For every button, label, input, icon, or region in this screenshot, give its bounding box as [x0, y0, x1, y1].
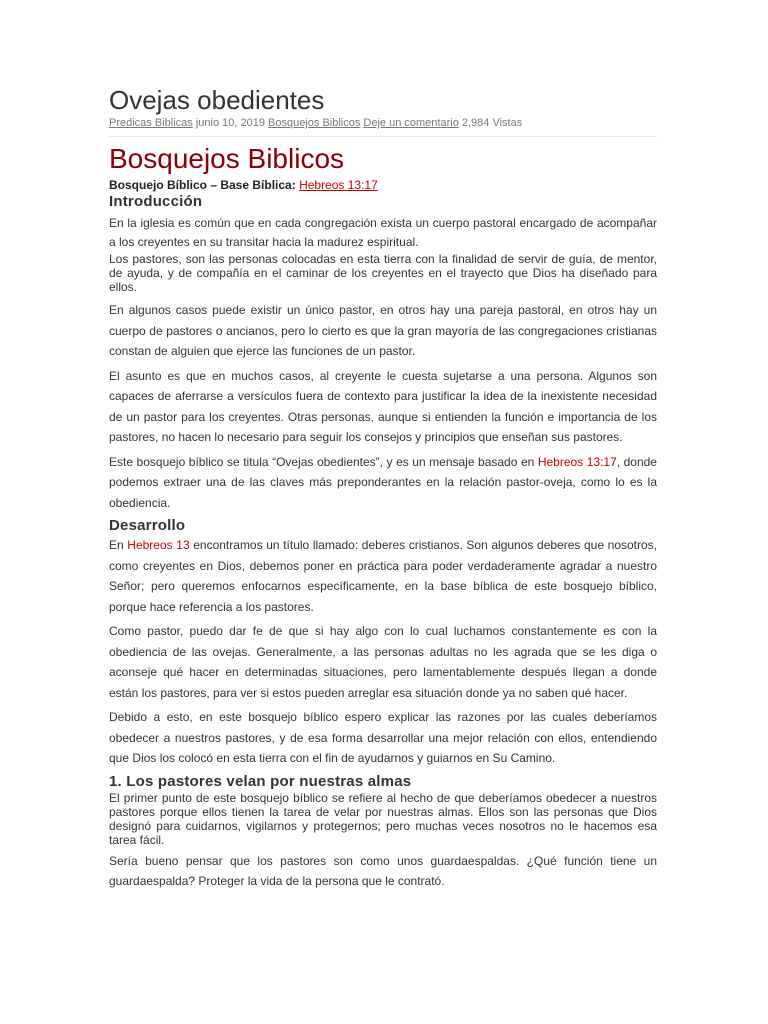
desarrollo-heading: Desarrollo: [109, 517, 186, 534]
base-reference-link[interactable]: Hebreos 13:17: [299, 178, 378, 192]
base-biblica: [109, 177, 657, 193]
post-title: Ovejas obedientes: [109, 85, 325, 115]
post-meta: [109, 116, 657, 137]
intro-paragraph-5: [109, 452, 657, 514]
desarrollo-p1-text-b: encontramos un título llamado: deberes cristianos. Son algunos deberes que nosotros, como creyentes en Dios, debemos poner en práctica para poder verdaderamente agradar a nuestro Señor; pero queremos enfocarnos específicamente, en la base bíblica de este bosquejo bíblico, porque hace referencia a los pastores.: [109, 538, 657, 614]
comment-link[interactable]: Deje un comentario: [363, 117, 459, 129]
intro-p5-text-a: Este bosquejo bíblico se titula “Ovejas obedientes”, y es un mensaje basado en: [109, 454, 538, 469]
hebreos-13-17-link[interactable]: Hebreos 13:17: [537, 454, 617, 469]
tag-link[interactable]: Bosquejos Biblicos: [268, 117, 361, 129]
desarrollo-paragraph-2: Como pastor, puedo dar fe de que si hay algo con lo cual luchamos constantemente es con la obediencia de las ovejas. Generalmente, a las personas adultas no les agrada que se les diga o aconseje qué hacer en determinadas situaciones, pero lamentablemente después llegan a donde están los pastores, para ver si estos pueden arreglar esa situación donde ya no saben qué hacer.: [109, 624, 657, 700]
base-label: Bosquejo Bíblico – Base Bíblica:: [109, 178, 296, 192]
intro-paragraph-2: Los pastores, son las personas colocadas en esta tierra con la finalidad de servir de guía, de mentor, de ayuda, y de compañía en el caminar de los creyentes en el trayecto que Dios ha diseñado para ellos.: [109, 252, 657, 294]
point1-paragraph-2: Sería bueno pensar que los pastores son como unos guardaespaldas. ¿Qué función tiene un guardaespalda? Proteger la vida de la persona que le contrató.: [109, 853, 657, 888]
point1-paragraph-1: El primer punto de este bosquejo bíblico se refiere al hecho de que deberíamos obedecer a nuestros pastores porque ellos tienen la tarea de velar por nuestras almas. Ellos son las personas que Dios designó para cuidarnos, vigilarnos y protegernos; pero muchas veces nosotros no le hacemos esa tarea fácil.: [109, 790, 657, 847]
desarrollo-paragraph-3: Debido a esto, en este bosquejo bíblico espero explicar las razones por las cuales deberíamos obedecer a nuestros pastores, y de esa forma desarrollar una mejor relación con ellos, entendiendo que Dios los colocó en esta tierra con el fin de ayudarnos y guiarnos en Su Camino.: [109, 710, 657, 765]
point1-heading: 1. Los pastores velan por nuestras almas: [109, 772, 412, 790]
desarrollo-paragraph-1: [109, 535, 657, 617]
intro-paragraph-1: En la iglesia es común que en cada congregación exista un cuerpo pastoral encargado de acompañar a los creyentes en su transitar hacia la madurez espiritual.: [109, 216, 657, 249]
view-count: 2,984 Vistas: [461, 117, 523, 129]
hebreos-13-link[interactable]: Hebreos 13: [127, 538, 190, 552]
post-date: junio 10, 2019: [195, 117, 265, 129]
desarrollo-p1-text-a: En: [109, 538, 128, 552]
intro-p5-text-b: , donde podemos extraer una de las claves más preponderantes en la relación pastor-oveja, como lo es la obediencia.: [109, 454, 657, 510]
intro-paragraph-4: El asunto es que en muchos casos, al creyente le cuesta sujetarse a una persona. Algunos son capaces de aferrarse a versículos fuera de contexto para justificar la idea de la inexistente necesidad de un pastor para los creyentes. Otras personas, aunque si entienden la función e importancia de los pastores, no hacen lo necesario para seguir los consejos y principios que enseñan sus pastores.: [109, 368, 657, 444]
category-link[interactable]: Predicas Biblicas: [109, 117, 193, 129]
intro-heading: Introducción: [109, 193, 203, 210]
blog-title: Bosquejos Biblicos: [109, 143, 345, 174]
article: [109, 84, 657, 896]
intro-paragraph-3: En algunos casos puede existir un único pastor, en otros hay una pareja pastoral, en otros hay un cuerpo de pastores o ancianos, pero lo cierto es que la gran mayoría de las congregaciones cristianas constan de alguien que ejerce las funciones de un pastor.: [109, 303, 657, 358]
